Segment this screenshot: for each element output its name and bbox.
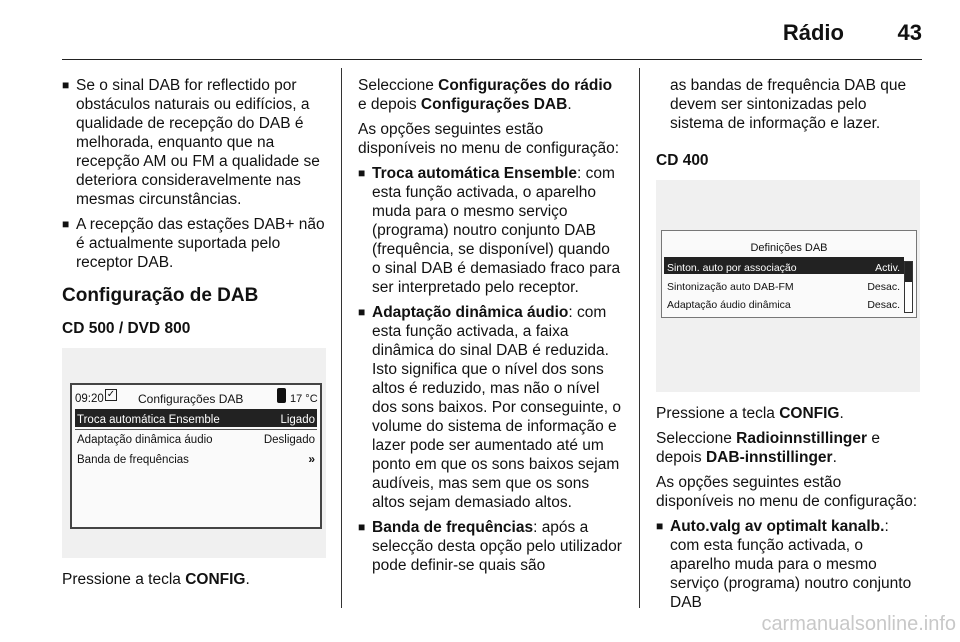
select-paragraph: Seleccione Radioinnstillinger e depois DAB-innstillinger.: [656, 430, 880, 466]
continuation-text: as bandas de frequência DAB que devem ser sintonizadas pelo sistema de informação e lazer.: [670, 77, 907, 132]
square-bullet-icon: ■: [358, 305, 366, 319]
chevron-right-icon: »: [308, 452, 315, 466]
column-3: [656, 76, 922, 618]
clock: 09:20: [75, 393, 104, 405]
bullet-item: ■ Banda de frequências: após a selecção desta opção pelo utilizador pode definir-se quais são: [358, 519, 622, 574]
caption: Pressione a tecla CONFIG.: [656, 405, 844, 422]
menu-row: Banda de frequências »: [75, 449, 317, 467]
square-bullet-icon: ■: [358, 166, 366, 180]
square-bullet-icon: ■: [358, 520, 366, 534]
display-screen: [661, 230, 917, 318]
subheading: CD 500 / DVD 800: [62, 320, 191, 337]
page-header: [62, 0, 922, 60]
checkbox-icon: ✓: [106, 389, 116, 400]
square-bullet-icon: ■: [62, 78, 70, 92]
temperature: 17 °C: [290, 393, 318, 405]
page-title: Rádio: [782, 20, 844, 45]
screen-title: Configurações DAB: [138, 392, 244, 406]
menu-row: Sinton. auto por associação Activ.: [664, 257, 904, 274]
page-number: 43: [897, 20, 922, 45]
screen-illustration: [62, 348, 326, 558]
column-2: [358, 76, 622, 581]
scrollbar: [904, 261, 913, 313]
caption: Pressione a tecla CONFIG.: [62, 571, 250, 588]
intro-paragraph: Seleccione Configurações do rádio e depois Configurações DAB.: [358, 77, 613, 113]
screen-illustration: [656, 180, 920, 392]
bullet-item: ■ Se o sinal DAB for reflectido por obstáculos naturais ou edifícios, a qualidade de recepção do DAB é melhorada, enquanto que na recepção AM ou FM a qualidade se deteriora consideravelmente nas mesmas circunstâncias.: [62, 77, 320, 208]
square-bullet-icon: ■: [656, 519, 664, 533]
menu-row: Adaptação dinâmica áudio Desligado: [77, 434, 315, 446]
screen-status-bar: [72, 385, 320, 407]
column-divider: [639, 68, 640, 608]
display-screen: [70, 383, 322, 529]
column-1: [62, 76, 326, 595]
menu-row: Adaptação áudio dinâmica Desac.: [667, 299, 900, 311]
square-bullet-icon: ■: [62, 217, 70, 231]
screen-title: Definições DAB: [750, 242, 828, 254]
scrollbar-thumb: [905, 262, 912, 282]
watermark: carmanualsonline.info: [761, 613, 956, 635]
bullet-item: ■ A recepção das estações DAB+ não é actualmente suportada pelo receptor DAB.: [62, 216, 325, 271]
bullet-item: ■ Troca automática Ensemble: com esta função activada, o aparelho muda para o mesmo serviço (programa) noutro conjunto DAB (frequência, se disponível) quando o sinal DAB é demasiado fraco para ser interpretado pelo receptor.: [358, 165, 621, 296]
menu-row: Sintonização auto DAB-FM Desac.: [667, 281, 900, 293]
options-paragraph: As opções seguintes estão disponíveis no menu de configuração:: [358, 121, 620, 157]
subheading: CD 400: [656, 152, 709, 169]
bullet-item: ■ Auto.valg av optimalt kanalb.: com esta função activada, o aparelho muda para o mesmo serviço (programa) noutro conjunto DAB: [656, 518, 912, 611]
options-paragraph: As opções seguintes estão disponíveis no menu de configuração:: [656, 474, 918, 510]
thermometer-icon: [277, 388, 286, 403]
header-rule: [62, 59, 922, 60]
menu-row: Troca automática Ensemble Ligado: [75, 409, 317, 427]
column-divider: [341, 68, 342, 608]
section-heading: Configuração de DAB: [62, 285, 259, 306]
bullet-item: ■ Adaptação dinâmica áudio: com esta função activada, a faixa dinâmica do sinal DAB é reduzida. Isto significa que o nível dos sons altos é reduzido, mas não o nível dos sons baixos. Por conseguinte, o volume do sistema de informação e lazer pode ser aumentado até um ponto em que os sons baixos sejam audíveis, mas sem que os sons altos sejam demasiado altos.: [358, 304, 622, 511]
